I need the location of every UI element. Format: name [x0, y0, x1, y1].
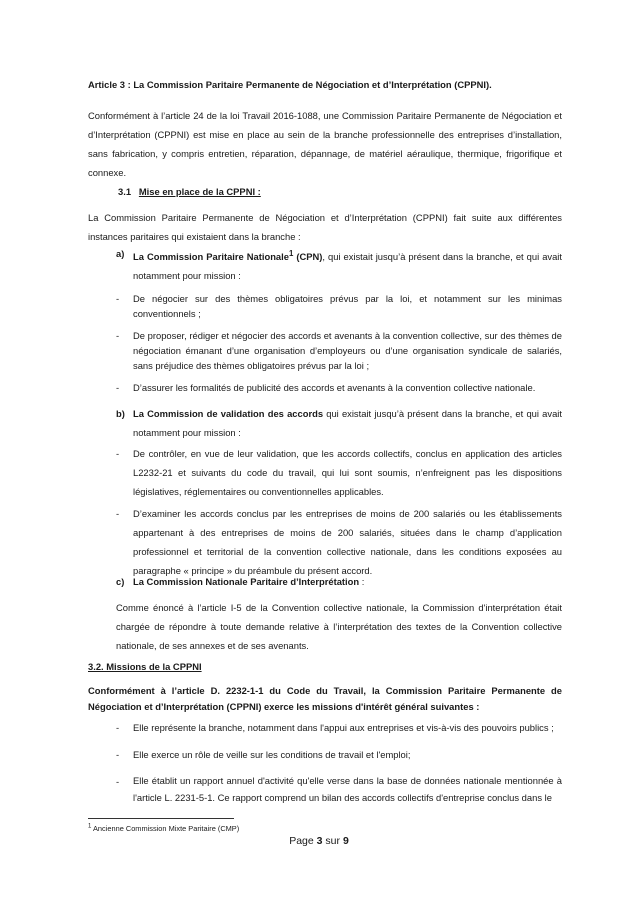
- item-b-text: [133, 404, 562, 442]
- dash: -: [116, 330, 120, 341]
- list-item: Elle exerce un rôle de veille sur les conditions de travail et l'emploi;: [133, 749, 411, 760]
- section-number: 3.1: [118, 186, 132, 197]
- dash: -: [116, 776, 120, 787]
- dash: -: [116, 448, 120, 459]
- list-item: D’examiner les accords conclus par les entreprises de moins de 200 salariés ou les établissements appartenant à des entreprises de moins de 200 salariés, situées dans le champ d’application professionnel et territorial de la convention collective nationale, dans les conditions exposées au paragraphe « principe » du préambule du présent accord.: [133, 508, 562, 576]
- list-item: De proposer, rédiger et négocier des accords et avenants à la convention collective, sur des thèmes de négociation émanant d’une organisation d’employeurs ou d’une organisation syndicale de salariés, sans préjudice des thèmes obligatoires prévus par la loi ;: [133, 330, 562, 371]
- page-prefix: Page: [289, 835, 317, 847]
- list-item: D’assurer les formalités de publicité des accords et avenants à la convention collective nationale.: [133, 382, 536, 393]
- section-3-1-intro: La Commission Paritaire Permanente de Négociation et d’Interprétation (CPPNI) fait suite aux différentes instances paritaires qui existaient dans la branche :: [88, 212, 562, 242]
- current-page: 3: [316, 835, 323, 847]
- footnote-separator: [88, 818, 234, 819]
- item-c-label: c): [116, 576, 125, 587]
- cpn-abbr: (CPN): [293, 251, 323, 263]
- item-c-rest: :: [359, 576, 365, 587]
- item-a-text: [133, 244, 562, 285]
- footnote-ref: 1: [288, 249, 294, 258]
- list-item: De contrôler, en vue de leur validation, que les accords collectifs, conclus en application des articles L2232-21 et suivants du code du travail, qui lui sont soumis, n’enfreignent pas les dispositions législatives, réglementaires ou conventionnelles applicables.: [133, 448, 562, 497]
- dash: -: [116, 722, 120, 733]
- page-middle: sur: [322, 835, 343, 847]
- article-intro: Conformément à l’article 24 de la loi Travail 2016-1088, une Commission Paritaire Permanente de Négociation et d’Interprétation (CPPNI) est mise en place au sein de la branche professionnelle des entreprises d’installation, sans fabrication, y compris entretien, réparation, dépannage, de matériel aéraulique, thermique, frigorifique et connexe.: [88, 110, 562, 178]
- section-3-2-intro: Conformément à l’article D. 2232-1-1 du Code du Travail, la Commission Paritaire Permanente de Négociation et d’Interprétation (CPPNI) exerce les missions d'intérêt général suivantes :: [88, 685, 562, 712]
- dash: -: [116, 749, 120, 760]
- item-c-text: Comme énoncé à l’article I-5 de la Convention collective nationale, la Commission d'interprétation était chargée de répondre à toute demande relative à l’interprétation des textes de la Convention collective nationale, de ses annexes et de ses avenants.: [116, 602, 562, 651]
- section-3-1-heading: [118, 182, 418, 201]
- item-a-label: a): [116, 248, 125, 259]
- item-a-rest: , qui existait jusqu’à présent dans la branche, et qui avait notamment pour mission :: [133, 251, 562, 282]
- item-c-heading: [133, 572, 562, 591]
- footnote: [88, 824, 239, 834]
- dash: -: [116, 508, 120, 519]
- item-b-label: b): [116, 408, 125, 419]
- section-3-2-heading: 3.2. Missions de la CPPNI: [88, 661, 202, 672]
- section-title: Mise en place de la CPPNI :: [138, 186, 261, 197]
- list-item: Elle représente la branche, notamment dans l'appui aux entreprises et vis-à-vis des pouvoirs publics ;: [133, 722, 554, 733]
- dash: -: [116, 293, 120, 304]
- article-title: Article 3 : La Commission Paritaire Permanente de Négociation et d’Interprétation (CPPNI).: [88, 79, 492, 90]
- footnote-text: Ancienne Commission Mixte Paritaire (CMP): [91, 824, 240, 833]
- total-pages: 9: [342, 835, 349, 847]
- validation-commission-name: La Commission de validation des accords: [133, 408, 324, 419]
- item-b-rest: qui existait jusqu’à présent dans la branche, et qui avait notamment pour mission :: [133, 408, 562, 438]
- cpn-name: La Commission Paritaire Nationale: [133, 251, 289, 263]
- footnote-mark: 1: [88, 823, 92, 830]
- list-item: De négocier sur des thèmes obligatoires prévus par la loi, et notamment sur les minimas conventionnels ;: [133, 293, 562, 319]
- interpretation-commission-name: La Commission Nationale Paritaire d’Interprétation: [133, 576, 360, 587]
- list-item: Elle établit un rapport annuel d'activité qu'elle verse dans la base de données nationale mentionnée à l'article L. 2231-5-1. Ce rapport comprend un bilan des accords collectifs d'entreprise conclus dans le: [133, 775, 562, 803]
- dash: -: [116, 382, 120, 393]
- page-number: [0, 834, 638, 848]
